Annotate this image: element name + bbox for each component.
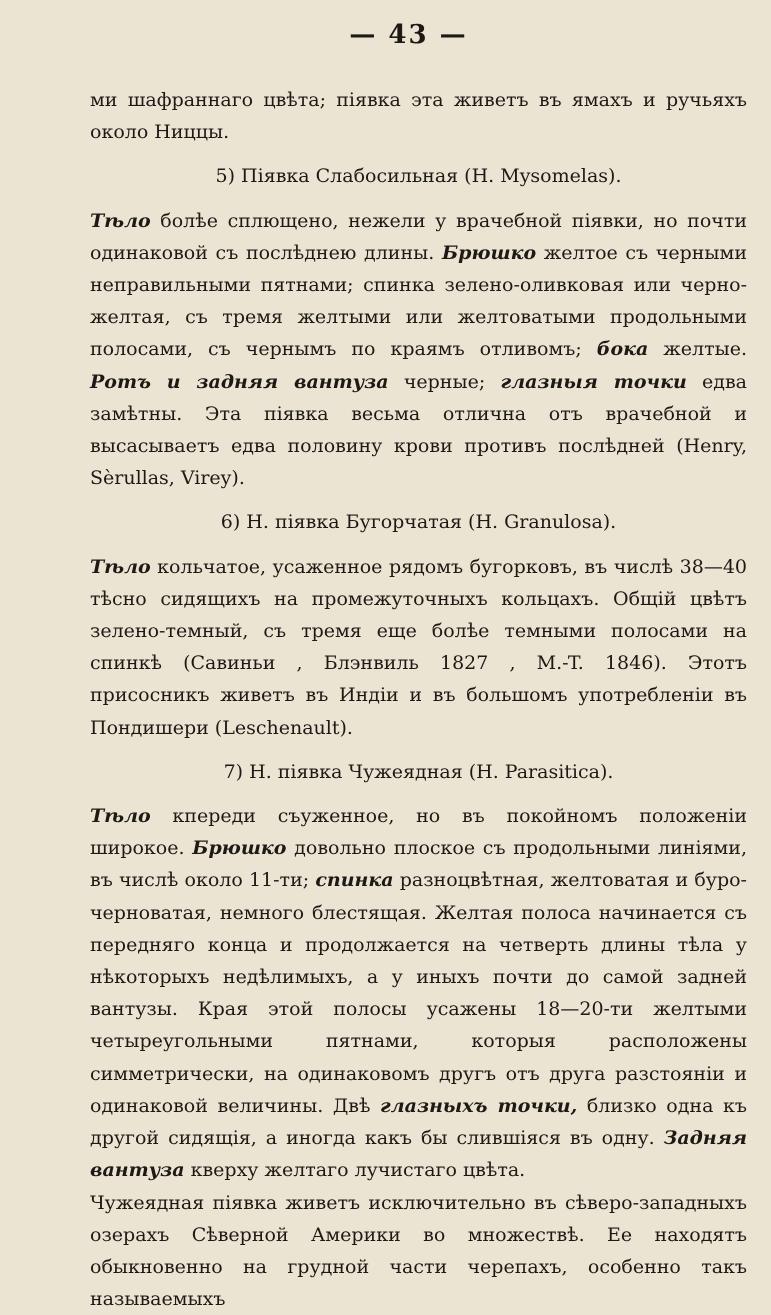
text-run: близко одна къ другой сидящія, а иногда какъ бы слившіяся въ одну. bbox=[90, 1095, 747, 1149]
emphasis-term: Тѣло bbox=[90, 556, 151, 578]
emphasis-term: Ротъ и задняя вантуза bbox=[90, 371, 389, 393]
text-run: разноцвѣтная, желтоватая и буро-черноватая, немного блестящая. Желтая полоса начинается съ передняго конца и продолжается на четверть длины тѣла у нѣкоторыхъ недѣлимыхъ, а у иныхъ почти до самой задней вантузы. Края этой полосы усажены 18—20-ти желтыми четыреугольными пятнами, которыя расположены симметрически, на одинаковомъ другъ отъ друга разстояніи и одинаковой величины. Двѣ bbox=[90, 869, 747, 1116]
emphasis-term: бока bbox=[597, 338, 649, 360]
para-7 bbox=[90, 800, 747, 1186]
text-run: 6) H. піявка Бугорчатая (H. Granulosa). bbox=[221, 511, 616, 533]
text-run: черные; bbox=[389, 371, 501, 393]
text-run: 7) H. піявка Чужеядная (H. Parasitica). bbox=[224, 761, 614, 783]
emphasis-term: глазныхъ точки, bbox=[380, 1095, 577, 1117]
emphasis-term: Задняя вантуза bbox=[90, 1127, 747, 1181]
text-run: желтое съ черными неправильными пятнами; спинка зелено-оливковая или черно-желтая, съ тремя желтыми или желтоватыми продольными полосами, съ чернымъ по краямъ отливомъ; bbox=[90, 242, 747, 361]
heading-5 bbox=[90, 160, 747, 192]
text-run: желтые. bbox=[648, 338, 747, 360]
text-run: кпереди съуженное, но въ покойномъ положеніи широкое. bbox=[90, 805, 747, 859]
heading-7 bbox=[90, 756, 747, 788]
emphasis-term: Брюшко bbox=[442, 242, 536, 264]
heading-6 bbox=[90, 506, 747, 538]
text-run: кольчатое, усаженное рядомъ бугорковъ, въ числѣ 38—40 тѣсно сидящихъ на промежуточныхъ кольцахъ. Общій цвѣтъ зелено-темный, съ тремя еще болѣе темными полосами на спинкѣ (Савиньи , Блэнвиль 1827 , M.-T. 1846). Этотъ присосникъ живетъ въ Индіи и въ большомъ употребленіи въ Пондишери (Leschenault). bbox=[90, 556, 747, 739]
page-number: — 43 — bbox=[90, 20, 747, 54]
emphasis-term: Брюшко bbox=[192, 837, 286, 859]
page-body bbox=[90, 84, 747, 1315]
emphasis-term: Тѣло bbox=[90, 210, 151, 232]
text-run: довольно плоское съ продольными линіями, въ числѣ около 11-ти; bbox=[90, 837, 747, 891]
text-run: едва замѣтны. Эта піявка весьма отлична отъ врачебной и высасываетъ едва половину крови противъ послѣдней (Henry, Sèrullas, Virey). bbox=[90, 371, 747, 490]
text-run: ми шафраннаго цвѣта; піявка эта живетъ въ ямахъ и ручьяхъ около Ниццы. bbox=[90, 89, 747, 143]
para-5 bbox=[90, 205, 747, 495]
text-run: Чужеядная піявка живетъ исключительно въ сѣверо-западныхъ озерахъ Сѣверной Америки во множествѣ. Ее находятъ обыкновенно на грудной части черепахъ, особенно такъ называемыхъ bbox=[90, 1192, 747, 1311]
text-run: 5) Піявка Слабосильная (H. Mysomelas). bbox=[216, 165, 622, 187]
intro-continuation bbox=[90, 84, 747, 148]
emphasis-term: глазныя точки bbox=[501, 371, 687, 393]
text-run: кверху желтаго лучистаго цвѣта. bbox=[185, 1159, 526, 1181]
para-8 bbox=[90, 1187, 747, 1315]
para-6 bbox=[90, 551, 747, 744]
emphasis-term: Тѣло bbox=[90, 805, 151, 827]
text-run: болѣе сплющено, нежели у врачебной піявки, но почти одинаковой съ послѣднею длины. bbox=[90, 210, 747, 264]
emphasis-term: спинка bbox=[315, 869, 393, 891]
